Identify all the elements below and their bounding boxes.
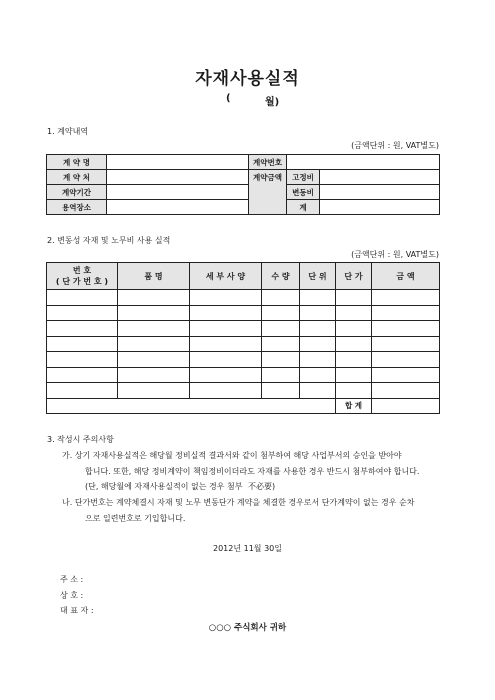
document-title: 자재사용실적 xyxy=(195,69,300,89)
cell[interactable] xyxy=(47,305,118,321)
cell[interactable] xyxy=(372,321,440,337)
table-row xyxy=(47,336,440,352)
cell[interactable] xyxy=(118,383,190,399)
cell[interactable] xyxy=(336,336,372,352)
table-row xyxy=(47,290,440,306)
cell[interactable] xyxy=(262,336,300,352)
fixed-cost-label: 고정비 xyxy=(287,170,320,185)
signature-company: 상 호 : xyxy=(60,591,84,600)
note-a-line3 xyxy=(85,481,275,492)
section3-heading: 3. 작성시 주의사항 xyxy=(47,435,114,444)
note-b-line1: 나. 단가번호는 계약체결시 자재 및 노무 변동단가 계약을 체결한 경우로서 단가계약이 없는 경우 순차 xyxy=(62,498,415,507)
contract-row xyxy=(47,155,440,170)
contract-row xyxy=(47,200,440,215)
cell[interactable] xyxy=(336,290,372,306)
contractor-label: 계 약 처 xyxy=(47,170,107,185)
cell[interactable] xyxy=(262,367,300,383)
section1-heading: 1. 계약내역 xyxy=(47,127,89,136)
cell[interactable] xyxy=(118,321,190,337)
contract-name-value[interactable] xyxy=(107,155,249,170)
cell[interactable] xyxy=(262,383,300,399)
cell[interactable] xyxy=(372,290,440,306)
cell[interactable] xyxy=(300,336,336,352)
fixed-cost-value[interactable] xyxy=(320,170,440,185)
cell[interactable] xyxy=(300,305,336,321)
table-total-row xyxy=(47,398,440,414)
cell[interactable] xyxy=(47,383,118,399)
cell[interactable] xyxy=(118,367,190,383)
cell[interactable] xyxy=(336,352,372,368)
header-number-line2: ( 단 가 번 호 ) xyxy=(55,277,109,286)
variable-cost-label: 변동비 xyxy=(287,185,320,200)
cell[interactable] xyxy=(336,321,372,337)
document-date: 2012년 11월 30일 xyxy=(213,544,282,553)
section1-unit-note: (금액단위 : 원, VAT별도) xyxy=(351,141,439,150)
contract-row xyxy=(47,185,440,200)
header-unit: 단 위 xyxy=(300,263,336,290)
contract-row xyxy=(47,170,440,185)
variable-cost-value[interactable] xyxy=(320,185,440,200)
cell[interactable] xyxy=(118,305,190,321)
contract-period-label: 계약기간 xyxy=(47,185,107,200)
section2-heading: 2. 변동성 자재 및 노무비 사용 실적 xyxy=(47,236,171,245)
recipient-line: ○○○ 주식회사 귀하 xyxy=(208,623,287,633)
contract-table xyxy=(46,154,440,215)
cell[interactable] xyxy=(118,336,190,352)
cell[interactable] xyxy=(47,321,118,337)
table-row xyxy=(47,367,440,383)
material-usage-table xyxy=(46,262,440,414)
cell[interactable] xyxy=(47,352,118,368)
contract-number-label: 계약번호 xyxy=(249,155,287,170)
cell[interactable] xyxy=(336,305,372,321)
contract-period-value[interactable] xyxy=(107,185,249,200)
header-price: 단 가 xyxy=(336,263,372,290)
cell[interactable] xyxy=(190,383,262,399)
table-row xyxy=(47,305,440,321)
cell[interactable] xyxy=(262,352,300,368)
total-cost-value[interactable] xyxy=(320,200,440,215)
cell[interactable] xyxy=(47,367,118,383)
cell[interactable] xyxy=(190,352,262,368)
cell[interactable] xyxy=(372,383,440,399)
cell[interactable] xyxy=(190,305,262,321)
service-location-value[interactable] xyxy=(107,200,249,215)
cell[interactable] xyxy=(372,367,440,383)
service-location-label: 용역장소 xyxy=(47,200,107,215)
cell[interactable] xyxy=(47,336,118,352)
cell[interactable] xyxy=(262,305,300,321)
table-row xyxy=(47,321,440,337)
signature-representative: 대 표 자 : xyxy=(60,606,94,615)
contractor-value[interactable] xyxy=(107,170,249,185)
cell[interactable] xyxy=(300,367,336,383)
contract-number-value[interactable] xyxy=(287,155,440,170)
cell[interactable] xyxy=(300,321,336,337)
cell[interactable] xyxy=(300,352,336,368)
total-amount-value[interactable] xyxy=(372,398,440,414)
contract-name-label: 계 약 명 xyxy=(47,155,107,170)
header-spec: 세 부 사 양 xyxy=(190,263,262,290)
note-a-line3-tail: 不必要) xyxy=(248,482,276,491)
cell[interactable] xyxy=(372,305,440,321)
note-a-line1: 가. 상기 자재사용실적은 해당월 정비실적 결과서와 같이 첨부하여 해당 사업부서의 승인을 받아야 xyxy=(62,451,402,460)
table-header-row xyxy=(47,263,440,290)
header-number-line1: 번 호 xyxy=(72,266,92,275)
table-row xyxy=(47,352,440,368)
cell[interactable] xyxy=(372,336,440,352)
cell[interactable] xyxy=(336,367,372,383)
cell[interactable] xyxy=(190,367,262,383)
cell[interactable] xyxy=(47,290,118,306)
header-qty: 수 량 xyxy=(262,263,300,290)
cell[interactable] xyxy=(300,383,336,399)
month-label: 월) xyxy=(265,97,280,108)
header-amount: 금 액 xyxy=(372,263,440,290)
cell[interactable] xyxy=(190,336,262,352)
total-spacer xyxy=(47,398,336,414)
table-row xyxy=(47,383,440,399)
cell[interactable] xyxy=(336,383,372,399)
section2-unit-note: (금액단위 : 원, VAT별도) xyxy=(351,250,439,259)
cell[interactable] xyxy=(262,321,300,337)
cell[interactable] xyxy=(118,290,190,306)
cell[interactable] xyxy=(190,290,262,306)
header-item: 품 명 xyxy=(118,263,190,290)
month-paren: ( xyxy=(226,93,231,104)
note-b-line2: 으로 일련번호로 기입합니다. xyxy=(85,514,186,523)
cell[interactable] xyxy=(262,290,300,306)
note-a-line3-text: (단, 해당월에 자재사용실적이 없는 경우 첨부 xyxy=(85,482,243,491)
cell[interactable] xyxy=(300,290,336,306)
header-number xyxy=(47,263,118,290)
signature-address: 주 소 : xyxy=(60,575,84,584)
cell[interactable] xyxy=(372,352,440,368)
note-a-line2: 합니다. 또한, 해당 정비계약이 책임정비이더라도 자재를 사용한 경우 반드시 첨부하여야 합니다. xyxy=(85,467,420,476)
total-label: 합 계 xyxy=(336,398,372,414)
total-cost-label: 계 xyxy=(287,200,320,215)
contract-amount-label: 계약금액 xyxy=(249,170,287,215)
cell[interactable] xyxy=(118,352,190,368)
cell[interactable] xyxy=(190,321,262,337)
